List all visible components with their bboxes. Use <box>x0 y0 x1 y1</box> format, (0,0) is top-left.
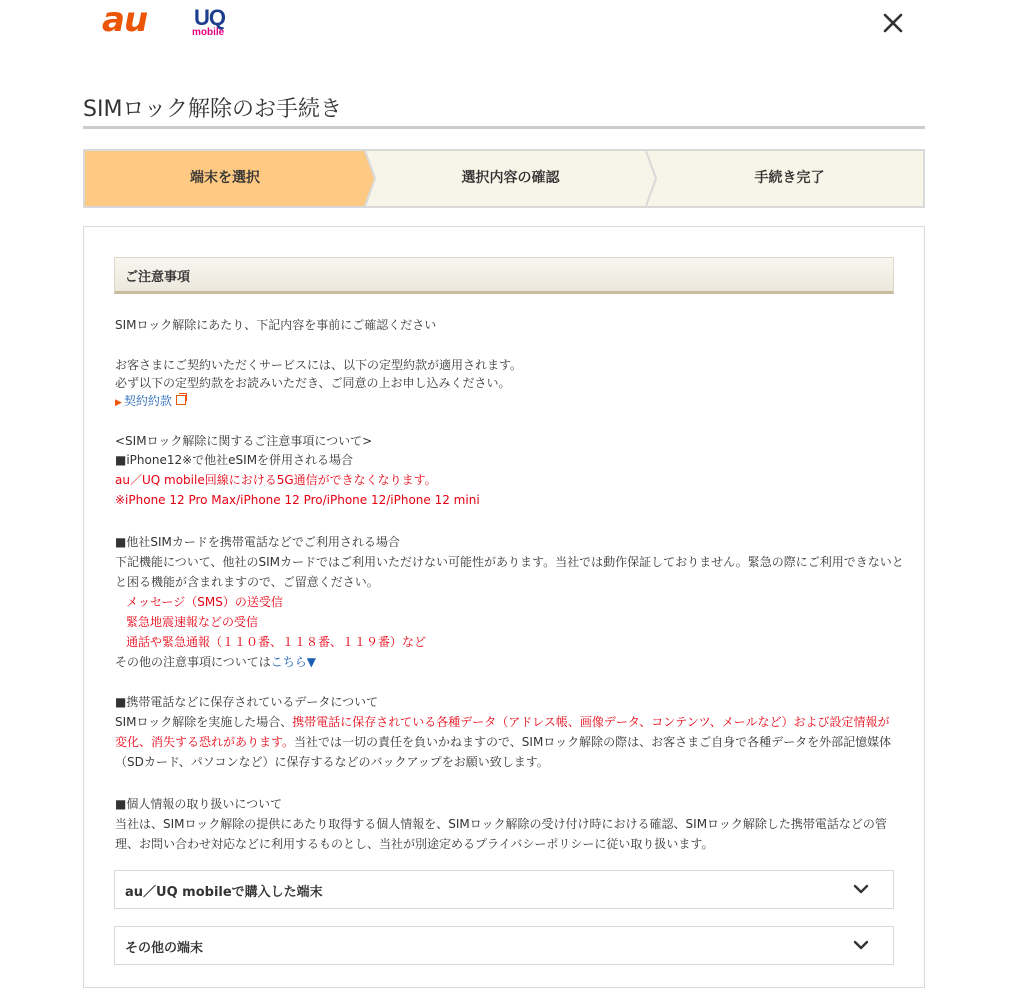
iphone-warning-2: ※iPhone 12 Pro Max/iPhone 12 Pro/iPhone 12/iPhone 12 mini <box>115 493 480 507</box>
other-sim-heading: ■他社SIMカードを携帯電話などでご利用される場合 <box>115 535 400 549</box>
restricted-feature-sms: メッセージ（SMS）の送受信 <box>126 595 283 609</box>
uq-mobile-logo[interactable] <box>188 5 234 39</box>
restricted-feature-call: 通話や緊急通報（１１０番、１１８番、１１９番）など <box>126 635 427 649</box>
title-divider <box>83 126 925 129</box>
chevron-down-icon <box>853 883 869 895</box>
uq-logo-text: UQ <box>194 5 225 30</box>
close-icon <box>880 10 906 36</box>
other-notes-line <box>115 652 316 672</box>
restricted-feature-alert: 緊急地震速報などの受信 <box>126 615 259 629</box>
data-line-3: （SDカード、パソコンなど）に保存するなどのバックアップをお願い致します。 <box>115 755 549 769</box>
notice-header <box>114 257 894 294</box>
privacy-line-2: 理、お問い合わせ対応などに利用するものとし、当社が別途定めるプライバシーポリシーに従い取り扱います。 <box>115 837 714 851</box>
arrow-right-icon: ▶ <box>115 398 122 408</box>
accordion-other-label: その他の端末 <box>125 941 204 956</box>
close-button[interactable] <box>880 10 906 36</box>
step-complete: 手続き完了 <box>754 170 825 186</box>
data-line-1-warning: 携帯電話に保存されている各種データ（アドレス帳、画像データ、コンテンツ、メールなど）および設定情報が <box>292 715 890 729</box>
site-header <box>0 0 1032 70</box>
progress-steps <box>83 149 925 208</box>
contract-link-text[interactable]: 契約約款 <box>123 394 172 408</box>
chevron-down-icon <box>853 939 869 951</box>
other-sim-line-1: 下記機能について、他社のSIMカードではご利用いただけない可能性があります。当社では動作保証しておりません。緊急の際にご利用できないと <box>115 555 904 569</box>
contract-line-2: 必ず以下の定型約款をお読みいただき、ご同意の上お申し込みください。 <box>115 376 511 390</box>
uq-logo-subtext: mobile <box>192 27 225 38</box>
privacy-line-1: 当社は、SIMロック解除の提供にあたり取得する個人情報を、SIMロック解除の受け付け時における確認、SIMロック解除した携帯電話などの管 <box>115 817 887 831</box>
data-heading: ■携帯電話などに保存されているデータについて <box>115 695 379 709</box>
au-logo[interactable]: au <box>102 0 148 40</box>
data-line-2-rest: 当社では一切の責任を負いかねますので、SIMロック解除の際は、お客さまご自身で各種データを外部記憶媒体 <box>294 735 892 749</box>
accordion-other-devices[interactable] <box>114 926 894 965</box>
privacy-heading: ■個人情報の取り扱いについて <box>115 797 283 811</box>
other-notes-prefix: その他の注意事項については <box>115 655 271 669</box>
data-line-2 <box>115 732 891 752</box>
data-line-2-warning: 変化、消失する恐れがあります。 <box>115 735 295 749</box>
notice-title: ご注意事項 <box>125 270 191 285</box>
contract-link[interactable] <box>115 391 186 413</box>
external-link-icon <box>176 395 186 405</box>
other-sim-line-2: と困る機能が含まれますので、ご留意ください。 <box>115 575 379 589</box>
notice-intro: SIMロック解除にあたり、下記内容を事前にご確認ください <box>115 318 437 332</box>
other-notes-link[interactable]: こちら▼ <box>270 655 316 669</box>
iphone-heading: ■iPhone12※で他社eSIMを併用される場合 <box>115 453 354 467</box>
contract-line-1: お客さまにご契約いただくサービスには、以下の定型約款が適用されます。 <box>115 358 523 372</box>
data-line-1-prefix: SIMロック解除を実施した場合、 <box>115 715 293 729</box>
iphone-warning-1: au／UQ mobile回線における5G通信ができなくなります。 <box>115 473 437 487</box>
step-select-device: 端末を選択 <box>190 170 260 186</box>
step-2-divider <box>646 151 656 206</box>
accordion-au-uq-label: au／UQ mobileで購入した端末 <box>125 885 323 900</box>
step-confirm-selection: 選択内容の確認 <box>461 170 560 186</box>
accordion-au-uq-devices[interactable] <box>114 870 894 909</box>
page-title: SIMロック解除のお手続き <box>83 97 342 122</box>
data-line-1 <box>115 712 890 732</box>
sim-notice-heading: <SIMロック解除に関するご注意事項について> <box>115 434 373 448</box>
